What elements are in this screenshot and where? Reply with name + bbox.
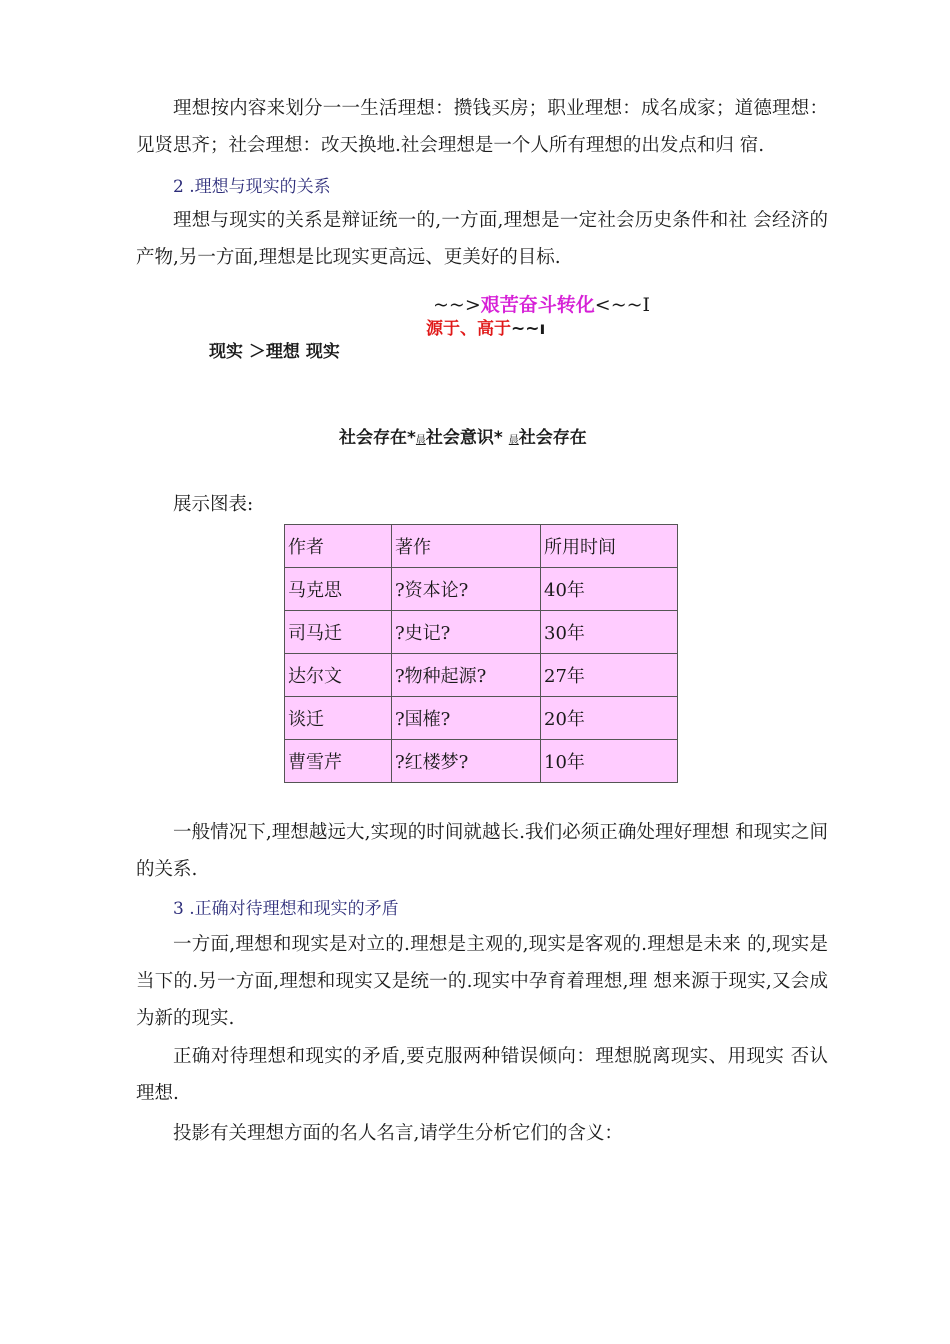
diagram-arrow-right: ~~> [433, 294, 481, 316]
diagram-bottom-line: 现实 ＞理想 现实 [209, 342, 340, 362]
diagram-label-struggle: 艰苦奋斗转化 [480, 294, 595, 316]
table-row [285, 654, 678, 697]
social-existence-a: 社会存在* [339, 428, 416, 448]
diagram-tilde: ~~ı [511, 319, 546, 339]
table-row [285, 697, 678, 740]
table-header-cell: 著作 [392, 525, 541, 568]
paragraph-ideal-categories: 理想按内容来划分一一生活理想：攒钱买房；职业理想：成名成家；道德理想：见贤思齐；社会理想：改天换地.社会理想是一个人所有理想的出发点和归 宿. [136, 98, 828, 156]
table-cell: 马克思 [285, 568, 392, 611]
paragraph-contradiction: 一方面,理想和现实是对立的.理想是主观的,现实是客观的.理想是未来 的,现实是当下的.另一方面,理想和现实又是统一的.现实中孕育着理想,理 想来源于现实,又会成为新的现实. [136, 934, 828, 1029]
diagram-top-line [433, 290, 650, 317]
table-cell: 10年 [541, 740, 678, 783]
paragraph-ideal-reality-relation: 理想与现实的关系是辩证统一的,一方面,理想是一定社会历史条件和社 会经济的产物,另一方面,理想是比现实更高远、更美好的目标. [136, 210, 828, 268]
social-consciousness: 社会意识* [425, 428, 503, 448]
section-heading-3: 3 .正确对待理想和现实的矛盾 [173, 899, 399, 919]
diagram-mid-line [426, 314, 545, 339]
table-intro: 展示图表: [173, 494, 254, 515]
table-cell: ?史记? [392, 611, 541, 654]
table-cell: 20年 [541, 697, 678, 740]
works-table [284, 524, 678, 783]
table-cell: ?红楼梦? [392, 740, 541, 783]
table-cell: 27年 [541, 654, 678, 697]
table-cell: 40年 [541, 568, 678, 611]
social-existence-b: 社会存在 [518, 428, 587, 448]
diagram-social-line [339, 423, 587, 448]
paragraph-errors: 正确对待理想和现实的矛盾,要克服两种错误倾向：理想脱离现实、用现实 否认理想. [136, 1046, 828, 1104]
table-header-cell: 作者 [285, 525, 392, 568]
paragraph-quotes: 投影有关理想方面的名人名言,请学生分析它们的含义： [173, 1123, 623, 1144]
table-header-cell: 所用时间 [541, 525, 678, 568]
table-cell: 曹雪芹 [285, 740, 392, 783]
social-small-1: 晨 [415, 435, 426, 446]
table-cell: 司马迁 [285, 611, 392, 654]
paragraph-time-relation: 一般情况下,理想越远大,实现的时间就越长.我们必须正确处理好理想 和现实之间的关系. [136, 822, 828, 880]
diagram-arrow-left: <~~I [594, 294, 651, 316]
table-row [285, 611, 678, 654]
diagram-label-origin: 源于、高于 [426, 319, 511, 339]
social-small-2: 晨 [508, 435, 519, 446]
table-cell: ?物种起源? [392, 654, 541, 697]
table-cell: ?资本论? [392, 568, 541, 611]
table-row [285, 568, 678, 611]
table-header-row [285, 525, 678, 568]
table-cell: 30年 [541, 611, 678, 654]
section-heading-2: 2 .理想与现实的关系 [173, 177, 331, 197]
table-row [285, 740, 678, 783]
table-cell: 达尔文 [285, 654, 392, 697]
table-cell: ?国榷? [392, 697, 541, 740]
table-cell: 谈迁 [285, 697, 392, 740]
